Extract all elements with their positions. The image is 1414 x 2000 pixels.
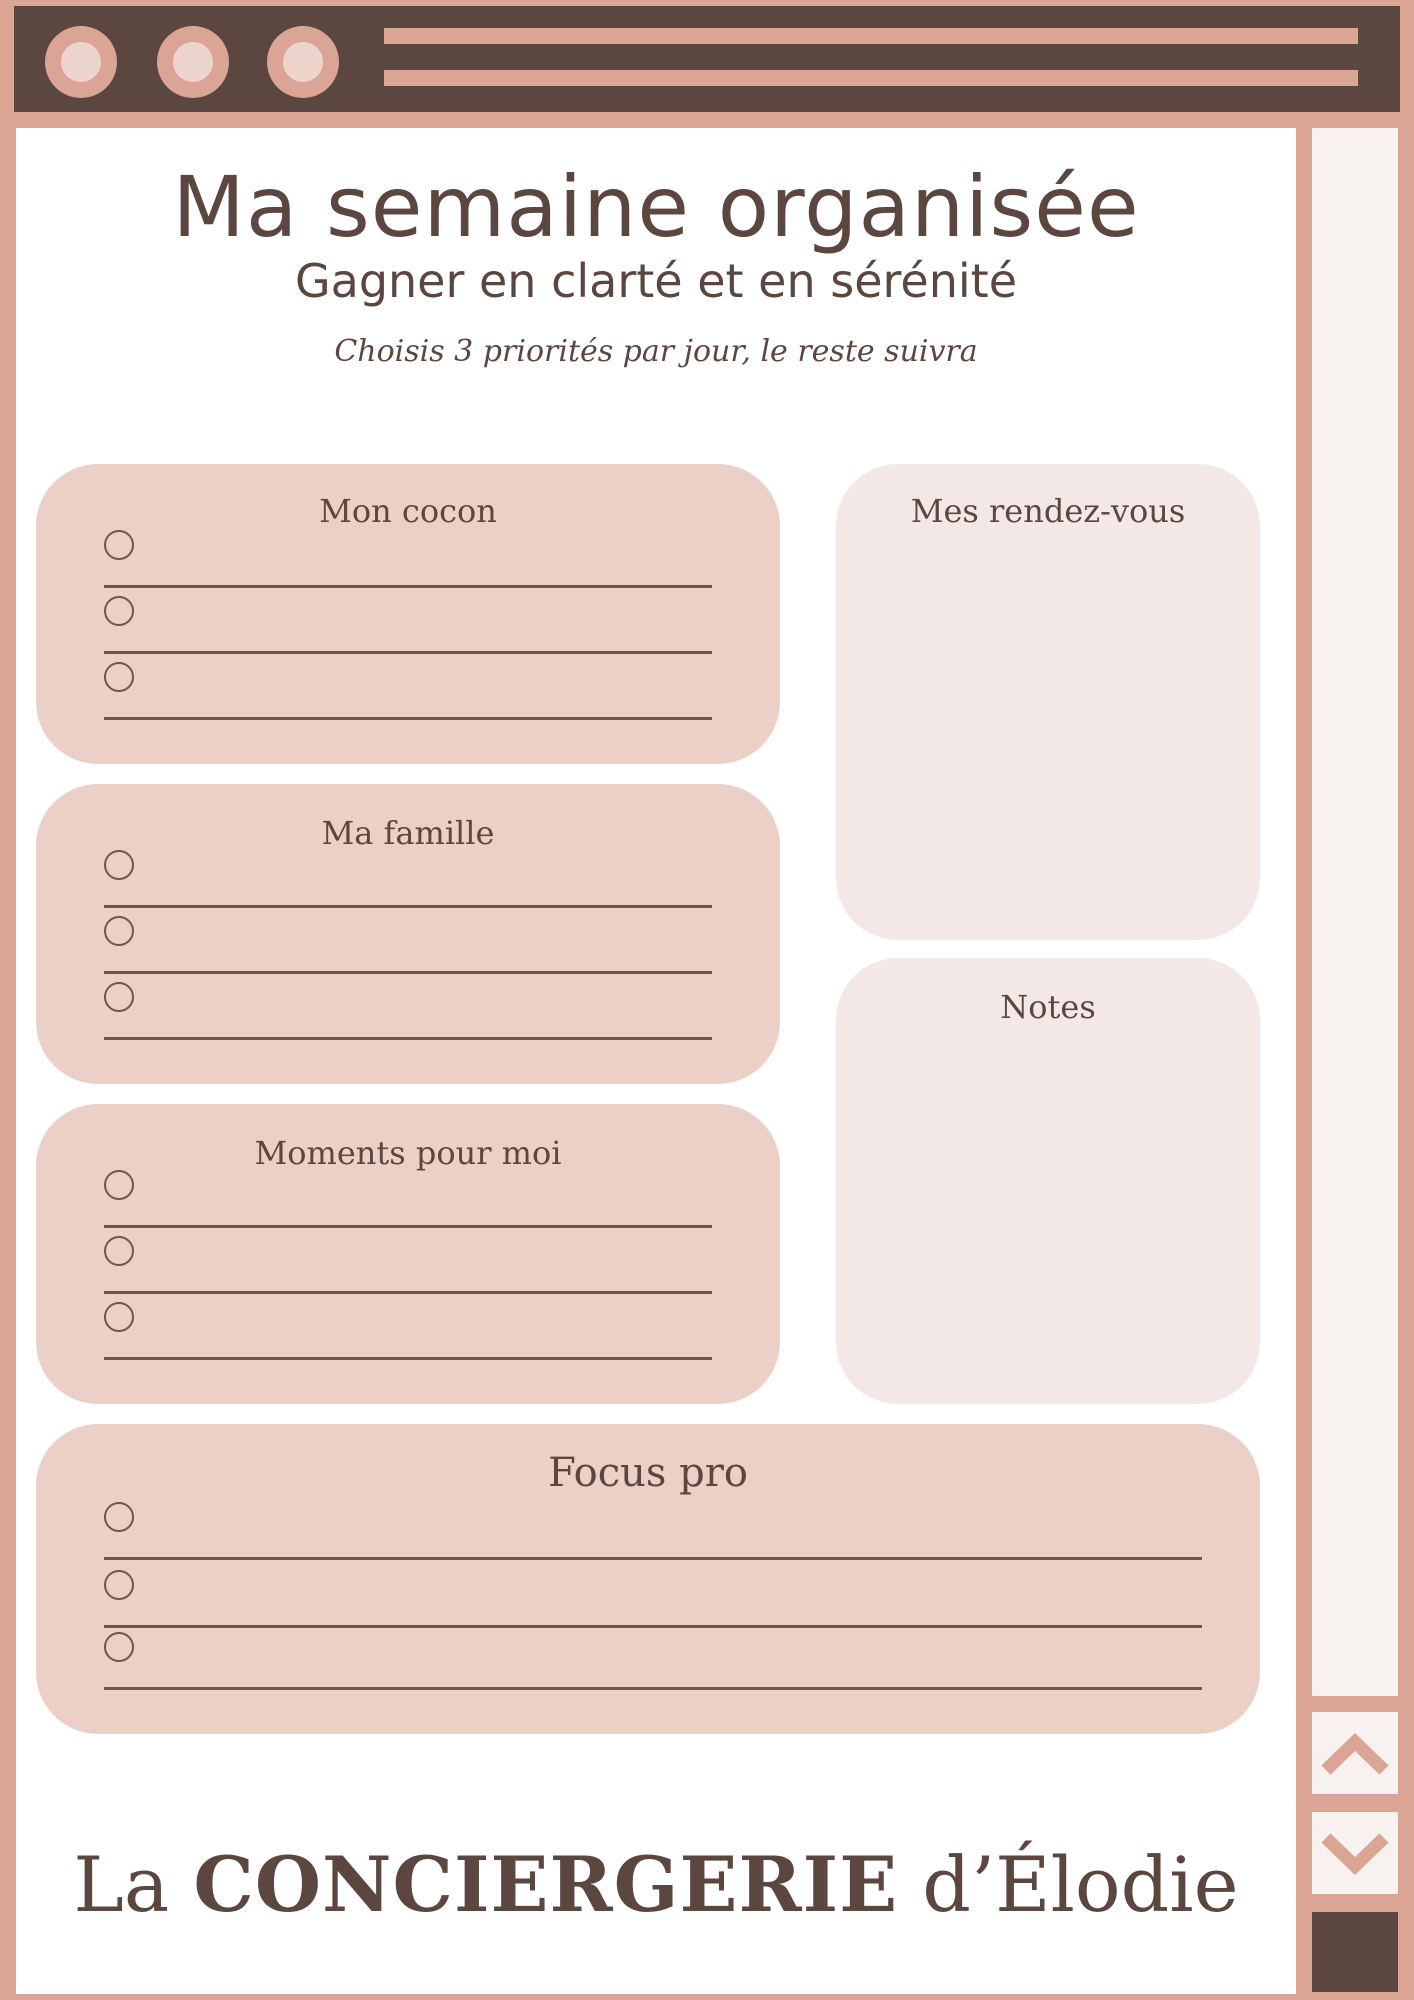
card-title: Focus pro: [548, 1450, 748, 1496]
window-dot-3-icon[interactable]: [267, 26, 339, 98]
card-focus-pro: [36, 1424, 1260, 1734]
task-line[interactable]: [104, 1494, 1202, 1560]
window-titlebar: [14, 6, 1400, 112]
window-dot-2-icon[interactable]: [157, 26, 229, 98]
task-line[interactable]: [104, 908, 712, 974]
card-notes[interactable]: [836, 958, 1260, 1404]
scrollbar-track[interactable]: [1312, 128, 1398, 1696]
card-title: Ma famille: [321, 814, 495, 852]
scrollbar-thumb[interactable]: [1312, 1912, 1398, 1992]
brand-logo: [16, 1840, 1296, 1929]
card-ma-famille: [36, 784, 780, 1084]
task-line[interactable]: [104, 1294, 712, 1360]
chevron-down-icon: [1320, 1830, 1390, 1876]
card-mon-cocon: [36, 464, 780, 764]
task-line[interactable]: [104, 1624, 1202, 1690]
circle-checkbox-icon[interactable]: [104, 1236, 134, 1266]
task-line[interactable]: [104, 522, 712, 588]
circle-checkbox-icon[interactable]: [104, 1302, 134, 1332]
task-line[interactable]: [104, 1562, 1202, 1628]
task-line[interactable]: [104, 842, 712, 908]
page-tagline: Choisis 3 priorités par jour, le reste suivra: [334, 334, 978, 369]
circle-checkbox-icon[interactable]: [104, 530, 134, 560]
task-line[interactable]: [104, 1228, 712, 1294]
circle-checkbox-icon[interactable]: [104, 850, 134, 880]
titlebar-line-1: [384, 28, 1358, 44]
card-mes-rendez-vous[interactable]: [836, 464, 1260, 940]
task-line[interactable]: [104, 974, 712, 1040]
task-line[interactable]: [104, 654, 712, 720]
card-title: Mes rendez-vous: [910, 492, 1186, 530]
task-line[interactable]: [104, 1162, 712, 1228]
circle-checkbox-icon[interactable]: [104, 982, 134, 1012]
circle-checkbox-icon[interactable]: [104, 916, 134, 946]
circle-checkbox-icon[interactable]: [104, 662, 134, 692]
task-line[interactable]: [104, 588, 712, 654]
brand-main: CONCIERGERIE: [193, 1840, 899, 1929]
scroll-up-button[interactable]: [1312, 1712, 1398, 1794]
circle-checkbox-icon[interactable]: [104, 1170, 134, 1200]
card-moments-pour-moi: [36, 1104, 780, 1404]
circle-checkbox-icon[interactable]: [104, 1502, 134, 1532]
card-title: Moments pour moi: [254, 1134, 562, 1172]
card-title: Notes: [1000, 988, 1096, 1026]
window-dot-1-icon[interactable]: [45, 26, 117, 98]
scroll-down-button[interactable]: [1312, 1812, 1398, 1894]
chevron-up-icon: [1320, 1730, 1390, 1776]
brand-prefix: La: [73, 1840, 170, 1929]
brand-suffix: d’Élodie: [922, 1840, 1239, 1929]
circle-checkbox-icon[interactable]: [104, 596, 134, 626]
page-title: Ma semaine organisée: [172, 158, 1140, 256]
card-title: Mon cocon: [319, 492, 497, 530]
page-subtitle: Gagner en clarté et en sérénité: [294, 254, 1017, 308]
circle-checkbox-icon[interactable]: [104, 1632, 134, 1662]
titlebar-line-2: [384, 70, 1358, 86]
circle-checkbox-icon[interactable]: [104, 1570, 134, 1600]
